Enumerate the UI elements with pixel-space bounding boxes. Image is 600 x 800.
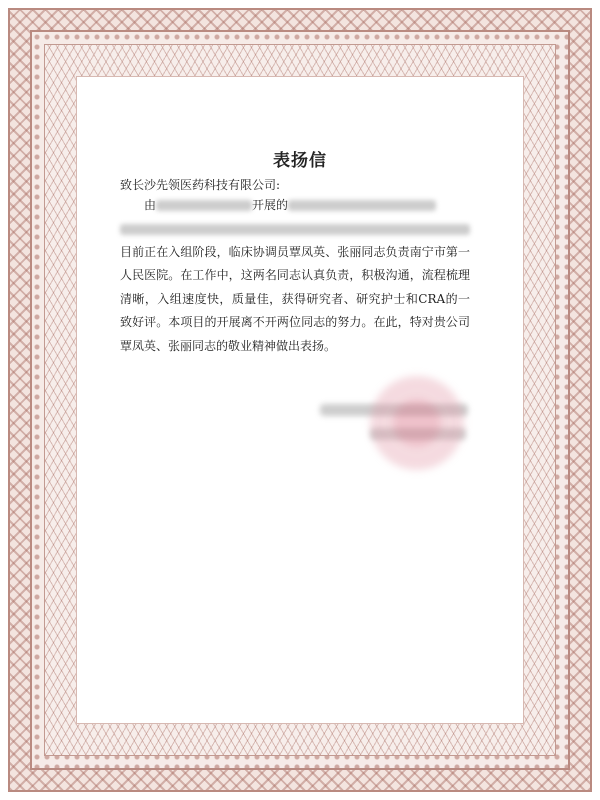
body-line-1: [120, 194, 470, 218]
official-seal-stamp: [370, 376, 464, 470]
letter-body: [120, 194, 470, 358]
salutation: 致长沙先领医药科技有限公司:: [120, 178, 281, 192]
page-title: 表扬信: [273, 151, 327, 171]
para-prefix: 由: [144, 198, 157, 212]
redacted-project-detail: [120, 224, 470, 235]
redacted-project-name: [288, 200, 436, 211]
body-paragraph: 目前正在入组阶段，临床协调员覃凤英、张丽同志负责南宁市第一人民医院。在工作中，这两名同志认真负责，积极沟通，流程梳理清晰，入组速度快，质量佳，获得研究者、研究护士和CRA的一致好评。本项目的开展离不开两位同志的努力。在此，特对贵公司覃凤英、张丽同志的敬业精神做出表扬。: [120, 244, 470, 353]
para-mid: 开展的: [252, 198, 289, 212]
redacted-institution: [156, 200, 252, 211]
